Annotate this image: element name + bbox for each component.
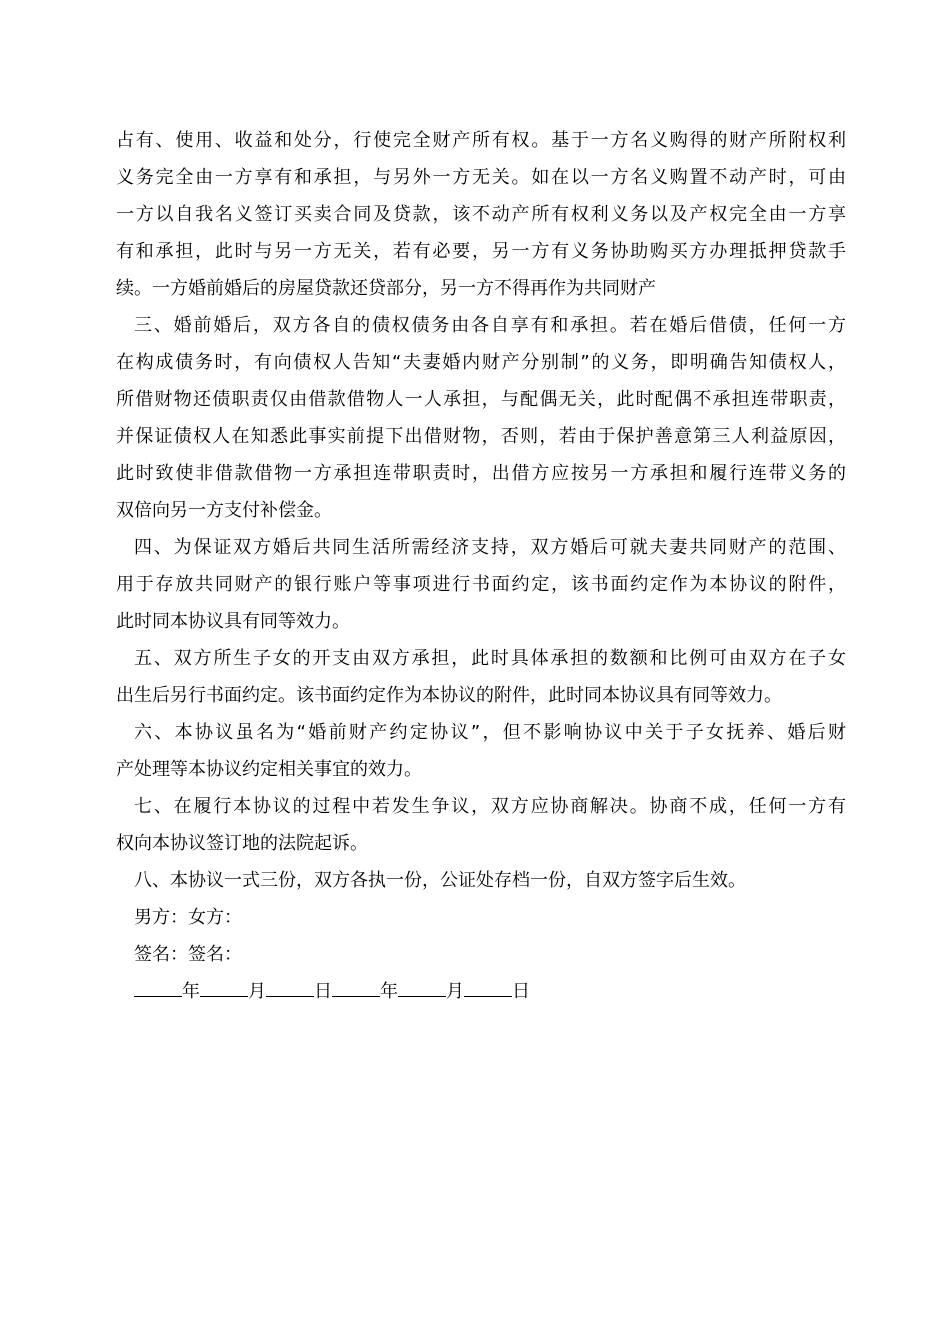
date-unit-day: 日: [512, 981, 530, 1002]
text-line: 在构成债务时，有向债权人告知“夫妻婚内财产分别制”的义务，即明确告知债权人，: [116, 352, 846, 373]
text-line: 续。一方婚前婚后的房屋贷款还贷部分，另一方不得再作为共同财产: [116, 278, 656, 299]
date-blank: [134, 976, 182, 997]
paragraph-clause-5: [116, 640, 846, 714]
date-unit-month: 月: [446, 981, 464, 1002]
date-blank: [200, 976, 248, 997]
paragraph-property-ownership: [116, 122, 846, 307]
date-blank: [266, 976, 314, 997]
date-unit-year: 年: [380, 981, 398, 1002]
text-line: 义务完全由一方享有和承担，与另外一方无关。如在以一方名义购置不动产时，可由: [116, 167, 846, 188]
text-line: 有和承担，此时与另一方无关，若有必要，另一方有义务协助购买方办理抵押贷款手: [116, 241, 846, 262]
date-unit-day: 日: [314, 981, 332, 1002]
text-line: 七、在履行本协议的过程中若发生争议，双方应协商解决。协商不成，任何一方有: [134, 796, 846, 817]
date-blank: [464, 976, 512, 997]
text-line: 双倍向另一方支付补偿金。: [116, 500, 332, 521]
text-line: 权向本协议签订地的法院起诉。: [116, 833, 368, 854]
date-unit-month: 月: [248, 981, 266, 1002]
text-line: 此时同本协议具有同等效力。: [116, 611, 350, 632]
sign-label: 签名：签名：: [134, 944, 242, 965]
text-line: 五、双方所生子女的开支由双方承担，此时具体承担的数额和比例可由双方在子女: [134, 648, 846, 669]
paragraph-clause-3: [116, 307, 846, 529]
paragraph-clause-7: [116, 788, 846, 862]
parties-label: 男方：女方：: [134, 907, 242, 928]
date-unit-year: 年: [182, 981, 200, 1002]
text-line: 所借财物还债职责仅由借款借物人一人承担，与配偶无关，此时配偶不承担连带职责，: [116, 389, 846, 410]
date-blank: [332, 976, 380, 997]
date-blank: [398, 976, 446, 997]
paragraph-clause-4: [116, 529, 846, 640]
text-line: 此时致使非借款借物一方承担连带职责时，出借方应按另一方承担和履行连带义务的: [116, 463, 846, 484]
document-page: [116, 122, 846, 1010]
paragraph-clause-8: [116, 862, 846, 899]
text-line: 用于存放共同财产的银行账户等事项进行书面约定，该书面约定作为本协议的附件，: [116, 574, 846, 595]
text-line: 一方以自我名义签订买卖合同及贷款，该不动产所有权利义务以及产权完全由一方享: [116, 204, 846, 225]
text-line: 八、本协议一式三份，双方各执一份，公证处存档一份，自双方签字后生效。: [134, 870, 746, 891]
paragraph-clause-6: [116, 714, 846, 788]
text-line: 并保证债权人在知悉此事实前提下出借财物，否则，若由于保护善意第三人利益原因，: [116, 426, 846, 447]
text-line: 六、本协议虽名为“婚前财产约定协议”，但不影响协议中关于子女抚养、婚后财: [134, 722, 846, 743]
text-line: 出生后另行书面约定。该书面约定作为本协议的附件，此时同本协议具有同等效力。: [116, 685, 782, 706]
text-line: 占有、使用、收益和处分，行使完全财产所有权。基于一方名义购得的财产所附权利: [116, 130, 846, 151]
signature-block: [116, 899, 846, 1010]
text-line: 产处理等本协议约定相关事宜的效力。: [116, 759, 422, 780]
date-line: [116, 973, 846, 1010]
text-line: 四、为保证双方婚后共同生活所需经济支持，双方婚后可就夫妻共同财产的范围、: [134, 537, 846, 558]
text-line: 三、婚前婚后，双方各自的债权债务由各自享有和承担。若在婚后借债，任何一方: [134, 315, 846, 336]
